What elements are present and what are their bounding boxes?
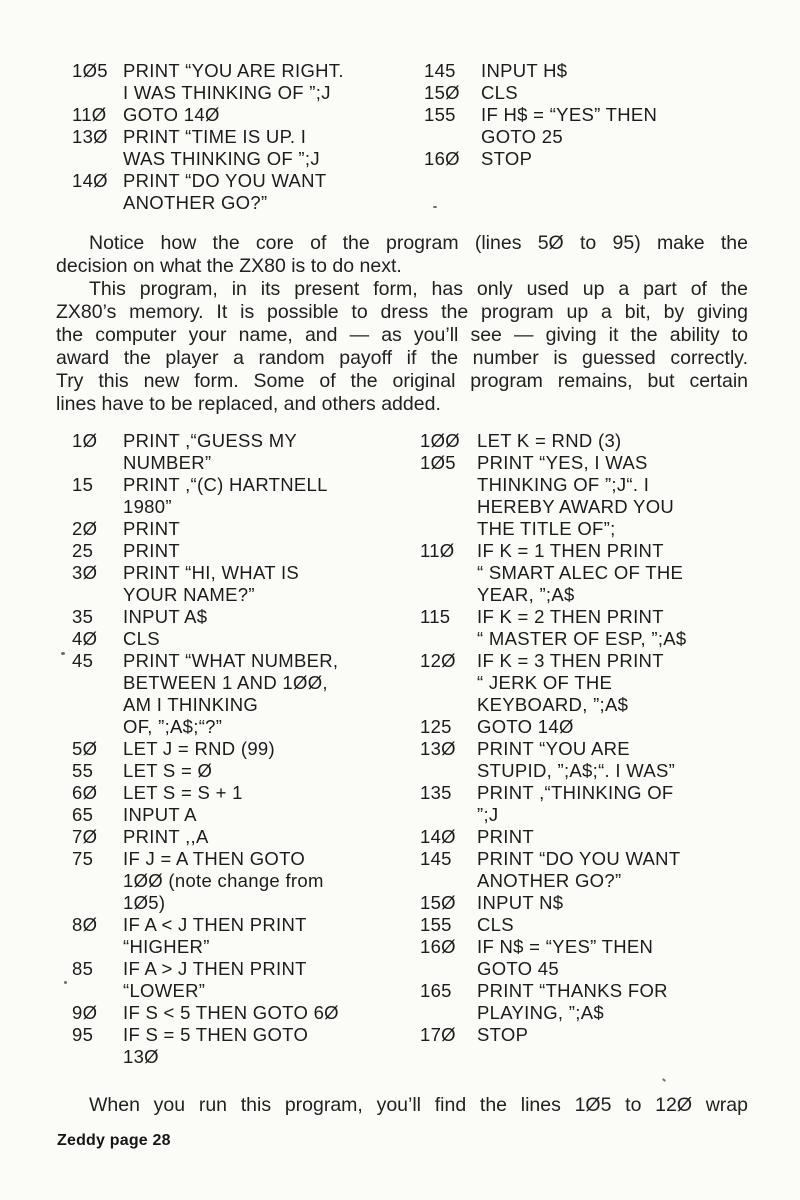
code-text: PRINT “HI, WHAT IS YOUR NAME?” [123, 562, 300, 605]
code-line [72, 562, 407, 606]
code-text: IF H$ = “YES” THEN GOTO 25 [481, 104, 658, 147]
code-line [420, 738, 772, 782]
page-footer: Zeddy page 28 [57, 1132, 171, 1149]
code-line [72, 1002, 407, 1024]
code-line [420, 1024, 772, 1046]
line-number: 16Ø [424, 148, 460, 169]
line-number: 1ØØ [420, 430, 460, 451]
code-line [420, 716, 772, 738]
code-line [420, 826, 772, 848]
code-text: LET S = S + 1 [123, 782, 243, 803]
code-line [72, 760, 407, 782]
code-line [72, 606, 407, 628]
code-line [72, 540, 407, 562]
code-line [72, 518, 407, 540]
top-code-listing-left [72, 60, 407, 214]
paragraph-line: Notice how the core of the program (lines 5Ø to 95) make the [89, 232, 748, 254]
code-line [72, 826, 407, 848]
line-number: 35 [72, 606, 94, 627]
paragraph-line: When you run this program, you’ll find the lines 1Ø5 to 12Ø wrap [89, 1094, 748, 1116]
line-number: 15Ø [420, 892, 456, 913]
code-text: LET K = RND (3) [477, 430, 622, 451]
scan-speck [64, 981, 67, 984]
paragraph-line: ZX80’s memory. It is possible to dress the program up a bit, by giving [56, 301, 748, 323]
line-number: 16Ø [420, 936, 456, 957]
code-line [420, 650, 772, 716]
code-line [72, 782, 407, 804]
code-line [420, 980, 772, 1024]
line-number: 145 [420, 848, 452, 869]
line-number: 17Ø [420, 1024, 456, 1045]
code-text: PRINT ,“GUESS MY NUMBER” [123, 430, 298, 473]
line-number: 14Ø [420, 826, 456, 847]
code-text: IF K = 3 THEN PRINT “ JERK OF THE KEYBOARD, ”;A$ [477, 650, 664, 715]
code-text: IF K = 2 THEN PRINT “ MASTER OF ESP, ”;A$ [477, 606, 687, 649]
code-line [72, 958, 407, 1002]
line-number: 7Ø [72, 826, 98, 847]
code-line [420, 936, 772, 980]
code-line [420, 540, 772, 606]
code-text: LET S = Ø [123, 760, 213, 781]
line-number: 2Ø [72, 518, 98, 539]
code-text: CLS [477, 914, 514, 935]
code-text: IF A > J THEN PRINT “LOWER” [123, 958, 307, 1001]
code-text: INPUT H$ [481, 60, 568, 81]
line-number: 15 [72, 474, 94, 495]
line-number: 9Ø [72, 1002, 98, 1023]
code-line [72, 804, 407, 826]
code-line [72, 430, 407, 474]
body-paragraphs [56, 232, 748, 416]
code-text: INPUT A$ [123, 606, 208, 627]
code-line [72, 628, 407, 650]
scan-speck [662, 1078, 666, 1082]
line-number: 155 [424, 104, 456, 125]
code-text: PRINT “DO YOU WANT ANOTHER GO?” [123, 170, 327, 213]
code-text: PRINT ,“THINKING OF ”;J [477, 782, 674, 825]
paragraph-when-you-run [56, 1094, 748, 1117]
code-text: PRINT “YES, I WAS THINKING OF ”;J“. I HEREBY AWARD YOU THE TITLE OF”; [477, 452, 675, 539]
code-text: PRINT “DO YOU WANT ANOTHER GO?” [477, 848, 681, 891]
code-line [420, 892, 772, 914]
paragraph-this-program [56, 278, 748, 416]
paragraph-line: award the player a random payoff if the number is guessed correctly. [56, 347, 748, 369]
line-number: 5Ø [72, 738, 98, 759]
code-text: INPUT A [123, 804, 197, 825]
paragraph-line: the computer your name, and — as you’ll see — giving it the ability to [56, 324, 748, 346]
line-number: 11Ø [420, 540, 455, 561]
line-number: 85 [72, 958, 94, 979]
code-text: STOP [477, 1024, 529, 1045]
line-number: 45 [72, 650, 94, 671]
line-number: 1Ø [72, 430, 98, 451]
paragraph-line: This program, in its present form, has only used up a part of the [89, 278, 748, 300]
line-number: 155 [420, 914, 452, 935]
code-line [420, 782, 772, 826]
code-line [420, 606, 772, 650]
line-number: 95 [72, 1024, 94, 1045]
code-line [72, 738, 407, 760]
code-line [424, 82, 768, 104]
code-line [424, 148, 768, 170]
code-line [424, 60, 768, 82]
code-text: CLS [123, 628, 160, 649]
line-number: 3Ø [72, 562, 98, 583]
code-line [72, 848, 407, 914]
code-text: PRINT ,,A [123, 826, 209, 847]
code-line [420, 848, 772, 892]
code-line [72, 474, 407, 518]
line-number: 8Ø [72, 914, 98, 935]
paragraph-notice-core [56, 232, 748, 278]
code-line [420, 914, 772, 936]
scan-speck [61, 652, 65, 655]
code-line [420, 452, 772, 540]
line-number: 135 [420, 782, 452, 803]
paragraph-line: Try this new form. Some of the original program remains, but certain [56, 370, 748, 392]
line-number: 1Ø5 [72, 60, 108, 81]
code-text: PRINT “TIME IS UP. I WAS THINKING OF ”;J [123, 126, 320, 169]
code-text: PRINT “YOU ARE RIGHT. I WAS THINKING OF ”;J [123, 60, 344, 103]
code-line [72, 60, 407, 104]
line-number: 55 [72, 760, 94, 781]
line-number: 14Ø [72, 170, 108, 191]
code-line [72, 650, 407, 738]
line-number: 65 [72, 804, 94, 825]
line-number: 125 [420, 716, 452, 737]
code-text: IF A < J THEN PRINT “HIGHER” [123, 914, 307, 957]
paragraph-line: lines have to be replaced, and others added. [56, 393, 441, 415]
code-text: IF S = 5 THEN GOTO 13Ø [123, 1024, 309, 1067]
line-number: 12Ø [420, 650, 456, 671]
code-text: PRINT [123, 540, 180, 561]
code-line [424, 104, 768, 148]
code-line [72, 126, 407, 170]
code-text: IF K = 1 THEN PRINT “ SMART ALEC OF THE YEAR, ”;A$ [477, 540, 684, 605]
top-code-listing-right [424, 60, 768, 170]
code-text: IF N$ = “YES” THEN GOTO 45 [477, 936, 654, 979]
code-text: PRINT “WHAT NUMBER, BETWEEN 1 AND 1ØØ, AM I THINKING OF, ”;A$;“?” [123, 650, 339, 737]
line-number: 4Ø [72, 628, 98, 649]
main-code-listing-left [72, 430, 407, 1068]
code-line [72, 1024, 407, 1068]
line-number: 6Ø [72, 782, 98, 803]
code-text: IF S < 5 THEN GOTO 6Ø [123, 1002, 339, 1023]
line-number: 1Ø5 [420, 452, 456, 473]
code-line [420, 430, 772, 452]
line-number: 115 [420, 606, 451, 627]
line-number: 13Ø [420, 738, 456, 759]
code-line [72, 914, 407, 958]
scan-speck [433, 206, 437, 208]
code-text: PRINT [123, 518, 180, 539]
code-text: INPUT N$ [477, 892, 564, 913]
line-number: 145 [424, 60, 456, 81]
code-text: PRINT [477, 826, 534, 847]
code-text: GOTO 14Ø [477, 716, 574, 737]
code-line [72, 104, 407, 126]
paragraph-line: decision on what the ZX80 is to do next. [56, 255, 402, 277]
code-line [72, 170, 407, 214]
code-text: PRINT “YOU ARE STUPID, ”;A$;“. I WAS” [477, 738, 676, 781]
code-text: PRINT ,“(C) HARTNELL 1980” [123, 474, 328, 517]
code-text: LET J = RND (99) [123, 738, 275, 759]
line-number: 25 [72, 540, 94, 561]
line-number: 165 [420, 980, 452, 1001]
main-code-listing-right [420, 430, 772, 1046]
line-number: 15Ø [424, 82, 460, 103]
line-number: 75 [72, 848, 94, 869]
code-text: IF J = A THEN GOTO 1ØØ (note change from 1Ø5) [123, 848, 324, 913]
code-text: GOTO 14Ø [123, 104, 220, 125]
line-number: 13Ø [72, 126, 108, 147]
code-text: PRINT “THANKS FOR PLAYING, ”;A$ [477, 980, 668, 1023]
line-number: 11Ø [72, 104, 107, 125]
code-text: STOP [481, 148, 533, 169]
code-text: CLS [481, 82, 518, 103]
